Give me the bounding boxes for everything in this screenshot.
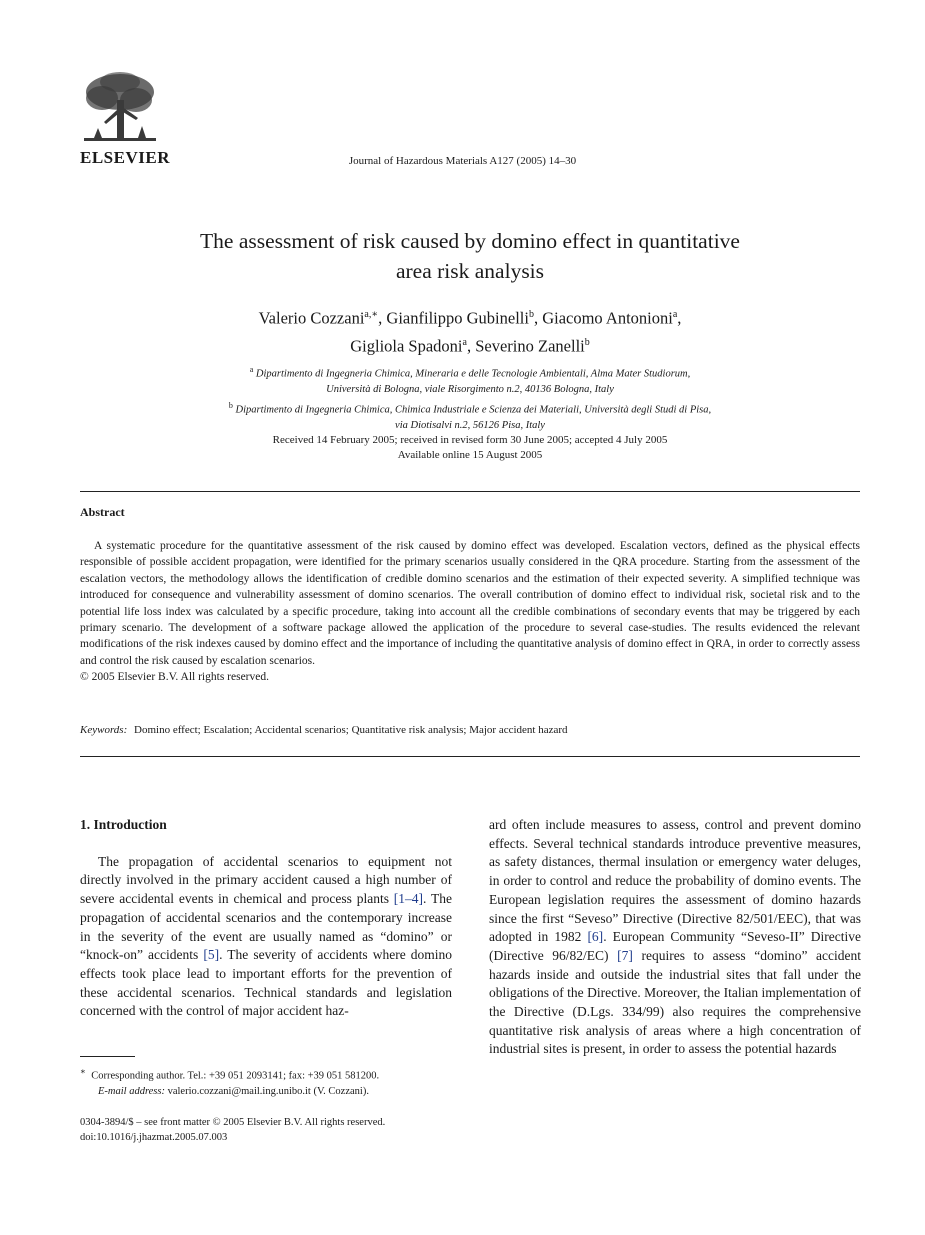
divider (80, 491, 860, 492)
author-separator: , (677, 308, 682, 328)
author-name: Severino Zanelli (475, 336, 585, 355)
author-list (120, 303, 820, 358)
abstract-copyright: © 2005 Elsevier B.V. All rights reserved. (80, 671, 269, 684)
abstract-heading: Abstract (80, 505, 125, 519)
section-heading: 1. Introduction (80, 817, 167, 832)
author-affil-mark: a (672, 309, 678, 320)
title-line-1: The assessment of risk caused by domino effect in quantitative (200, 229, 740, 253)
author-name: Gigliola Spadoni (350, 336, 463, 355)
left-column (80, 816, 452, 1021)
author-name: Valerio Cozzani (258, 308, 365, 328)
author-name: Giacomo Antonioni (542, 308, 673, 328)
elsevier-tree-logo (80, 70, 160, 146)
email-label: E-mail address: (98, 1085, 165, 1097)
author-name: Gianfilippo Gubinelli (386, 308, 529, 328)
affiliation-a-line-2: Università di Bologna, viale Risorgimento n.2, 40136 Bologna, Italy (326, 384, 614, 395)
footnote-rule (80, 1056, 135, 1057)
publisher-name: ELSEVIER (80, 148, 170, 167)
title-line-2: area risk analysis (395, 259, 545, 283)
affiliations (120, 362, 820, 433)
affiliation-b: $^b$ Dipartimento di Ingegneria Chimica, Chimica Industriale e Scienza dei Materiali, Università degli Studi di Pisa, (228, 400, 712, 415)
author-affil-mark: a,∗ (364, 309, 379, 320)
corresponding-author: ∗ Corresponding author. Tel.: +39 051 2093141; fax: +39 051 581200. (80, 1066, 380, 1082)
article-title (120, 226, 820, 286)
author-affil-mark: b (584, 336, 590, 348)
author-affil-mark: a (462, 336, 467, 348)
abstract-body (80, 538, 860, 686)
intro-paragraph-continued: ard often include measures to assess, control and prevent domino effects. Several technical standards introduce preventive measures, as safety distances, thermal insulation or emergency water deluges, in order to control and reduce the probability of domino events. The European legislation requires the assessment of domino hazards since the first “Seveso” Directive (Directive 82/501/EEC), that was adopted in 1982 [6]. European Community “Seveso-II” Directive (Directive 96/82/EC) [7] requires to assess “domino” accident hazards inside and outside the industrial sites that fall under the obligations of the Directive. Moreover, the Italian implementation of the Directive (D.Lgs. 334/99) also requires the comprehensive quantitative risk analysis of areas where a high concentration of industrial sites is present, in order to assess the potential hazards (489, 817, 861, 1057)
citation-link[interactable]: [1–4] (393, 891, 424, 907)
author-line-2 (120, 331, 820, 359)
email-link[interactable]: valerio.cozzani@mail.ing.unibo.it (V. Cozzani). (167, 1085, 369, 1097)
divider (80, 756, 860, 757)
keywords-text: Domino effect; Escalation; Accidental scenarios; Quantitative risk analysis; Major accident hazard (134, 724, 568, 736)
online-date: Available online 15 August 2005 (397, 449, 543, 461)
intro-paragraph: The propagation of accidental scenarios to equipment not directly involved in the primary accident caused a high number of severe accidental events in chemical and process plants [1–4]. The propagation of accidental scenarios and the contemporary increase in the severity of the event are usually named as “domino” or “knock-on” accidents [5]. The severity of accidents where domino effects took place lead to important efforts for the prevention of these accidental scenarios. Technical standards and legislation concerned with the control of major accident haz- (80, 853, 452, 1019)
abstract-text: A systematic procedure for the quantitative assessment of the risk caused by domino effect was developed. Escalation vectors, defined as the physical effects responsible of possible accident propagation, were identified for the primary scenarios usually considered in the QRA procedure. Starting from the assessment of the escalation vectors, the methodology allows the identification of credible domino scenarios and the estimation of their expected severity. A simplified technique was introduced for consequence and vulnerability assessment of domino scenarios. The overall contribution of domino effect to individual risk, societal risk and to the potential life loss index was calculated by a specific procedure, taking into account all the credible combinations of secondary events that may be triggered by each primary scenario. The development of a software package allowed the application of the procedure to several case-studies. The results evidenced the relevant modifications of the risk indexes caused by domino effect and the importance of including the quantitative analysis of domino effect in QRA, in order to correctly assess and control the risk caused by escalation scenarios. (80, 540, 860, 667)
author-separator: , (466, 336, 476, 355)
email-line (80, 1084, 460, 1099)
article-history (120, 433, 820, 463)
author-separator: , (533, 308, 543, 328)
citation-link[interactable]: [6] (587, 929, 604, 945)
keywords (80, 724, 860, 736)
right-column (489, 816, 861, 1059)
author-affil-mark: b (528, 309, 534, 320)
received-dates: Received 14 February 2005; received in revised form 30 June 2005; accepted 4 July 2005 (272, 434, 668, 446)
affiliation-a: $^a$ Dipartimento di Ingegneria Chimica, Mineraria e delle Tecnologie Ambientali, Alma Mater Studiorum, (249, 365, 691, 380)
author-line-1 (120, 303, 820, 331)
footnote-mark: ∗ (80, 1066, 86, 1076)
doi-line: doi:10.1016/j.jhazmat.2005.07.003 (80, 1132, 228, 1143)
affiliation-b-line-2: via Diotisalvi n.2, 56126 Pisa, Italy (395, 419, 545, 431)
front-matter (80, 1115, 385, 1145)
author-separator: , (378, 308, 387, 328)
footnote (80, 1064, 460, 1099)
keywords-label: Keywords: (80, 724, 128, 736)
journal-reference: Journal of Hazardous Materials A127 (2005) 14–30 (348, 155, 577, 167)
issn-line: 0304-3894/$ – see front matter © 2005 Elsevier B.V. All rights reserved. (80, 1117, 386, 1128)
citation-link[interactable]: [5] (203, 947, 220, 963)
citation-link[interactable]: [7] (617, 947, 633, 963)
